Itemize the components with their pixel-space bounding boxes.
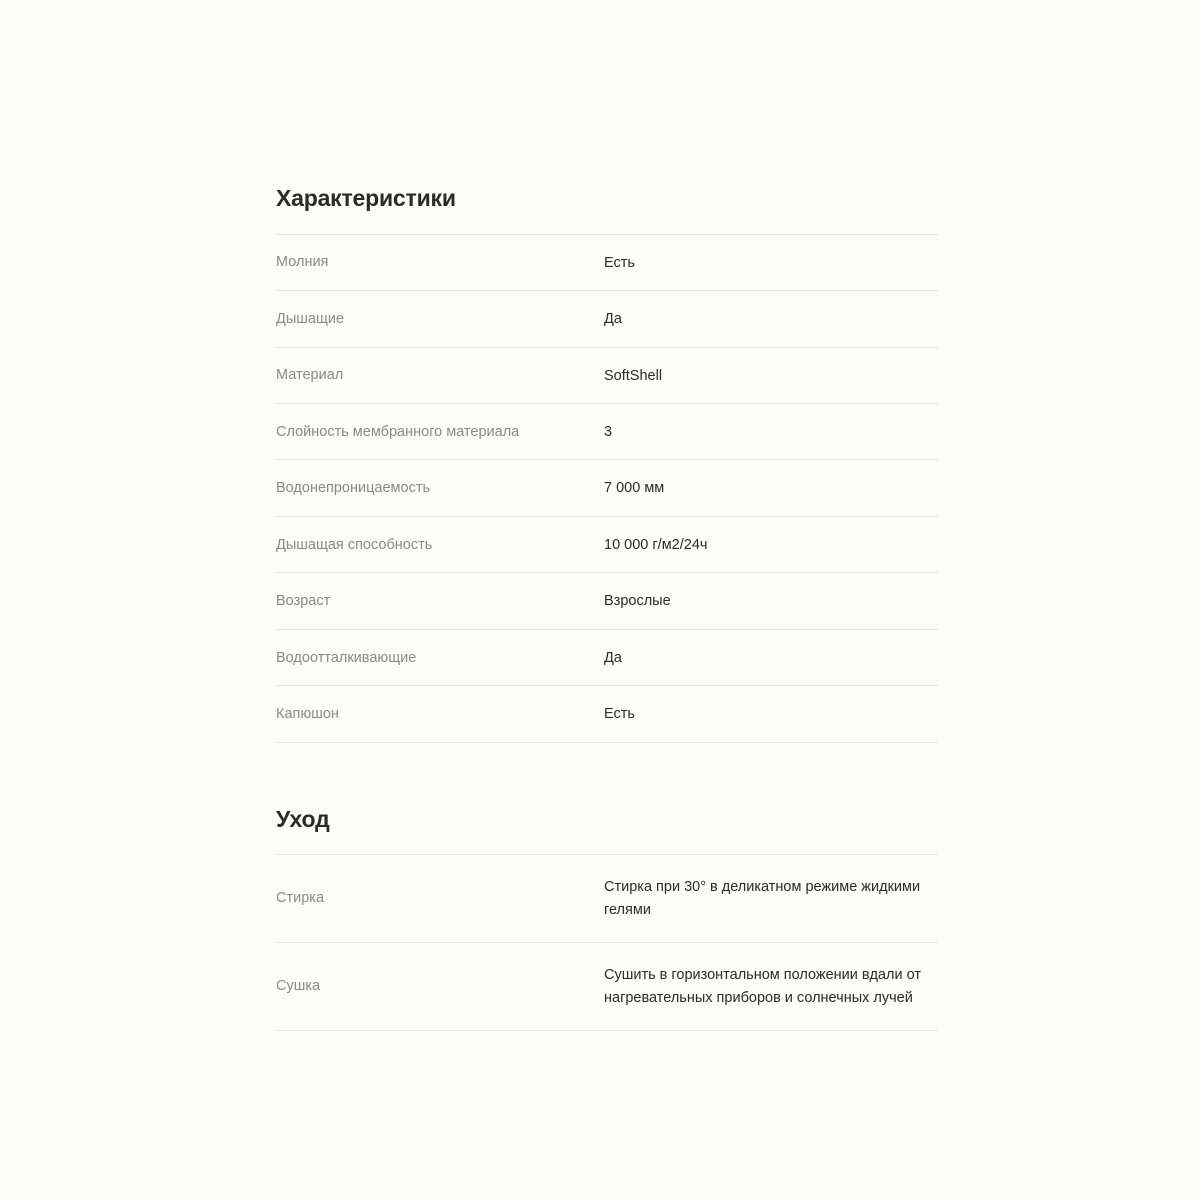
spec-label: Материал [276, 367, 344, 384]
table-row [276, 686, 938, 742]
table-row [276, 460, 938, 516]
spec-value: 3 [604, 424, 613, 440]
spec-value: Есть [604, 254, 635, 271]
table-row [276, 234, 938, 290]
spec-label: Молния [276, 254, 329, 271]
spec-value: SoftShell [604, 367, 663, 384]
spec-label: Дышащая способность [276, 536, 433, 553]
table-row [276, 855, 938, 943]
spec-label: Капюшон [276, 706, 339, 723]
care-section [276, 806, 938, 1031]
table-row [276, 291, 938, 347]
spec-label: Дышащие [276, 310, 345, 327]
table-row [276, 629, 938, 685]
specifications-table [276, 234, 938, 743]
spec-value: Взрослые [604, 593, 671, 610]
spec-value: 10 000 г/м2/24ч [604, 536, 708, 553]
care-title: Уход [276, 805, 330, 832]
table-row [276, 573, 938, 629]
spec-value: Да [604, 649, 622, 666]
specifications-title: Характеристики [276, 185, 456, 211]
content-column [276, 185, 938, 1031]
spec-label: Водонепроницаемость [276, 480, 431, 497]
care-table [276, 854, 938, 1031]
spec-value: Есть [604, 706, 635, 723]
care-label: Стирка [276, 890, 325, 907]
care-label: Сушка [276, 978, 321, 995]
care-value: Стирка при 30° в деликатном режиме жидкими гелями [604, 879, 921, 918]
spec-label: Возраст [276, 593, 331, 610]
care-value: Сушить в горизонтальном положении вдали от нагревательных приборов и солнечных лучей [604, 967, 921, 1006]
table-row [276, 516, 938, 572]
specifications-section [276, 185, 938, 743]
spec-value: Да [604, 311, 622, 328]
spec-value: 7 000 мм [604, 480, 665, 497]
table-row [276, 404, 938, 460]
table-row [276, 943, 938, 1031]
spec-label: Водоотталкивающие [276, 649, 417, 666]
table-row [276, 347, 938, 403]
spec-label: Слойность мембранного материала [276, 423, 520, 440]
